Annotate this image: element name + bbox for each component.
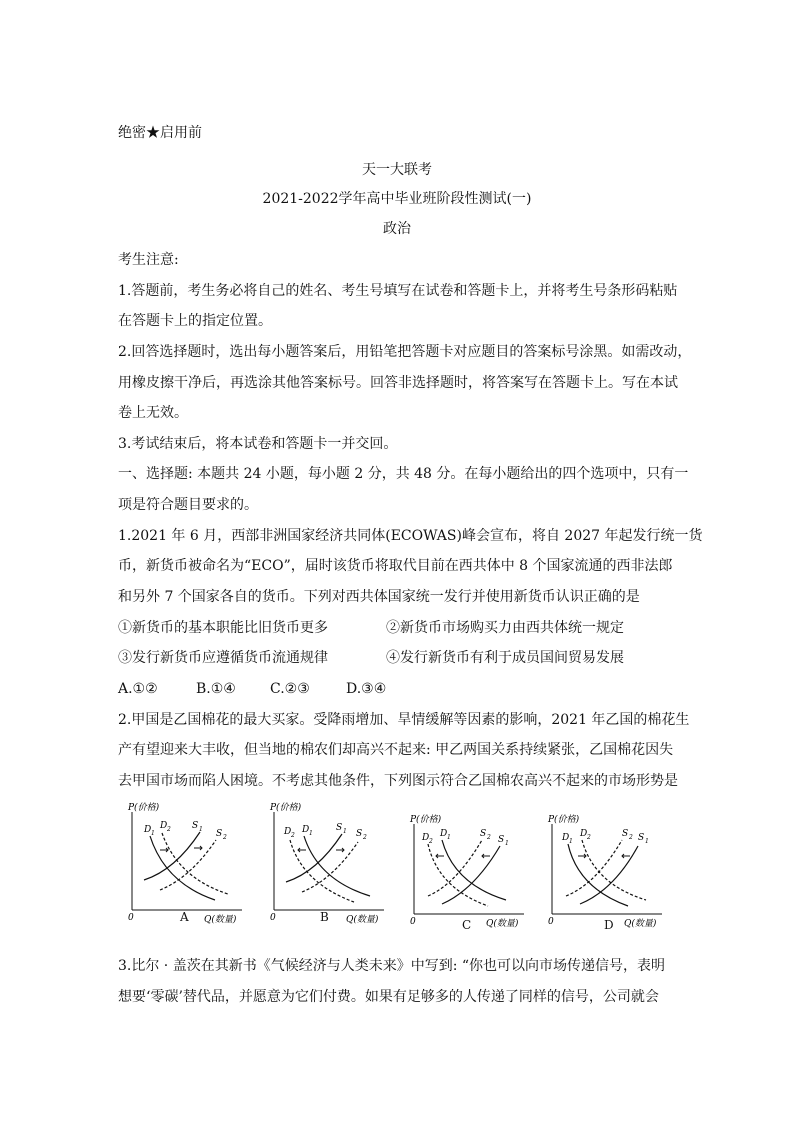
question-1-stem: 和另外 7 个国家各自的货币。下列对西共体国家统一发行并使用新货币认识正确的是: [118, 589, 640, 605]
curve-label: D: [284, 827, 292, 837]
curve-subscript: 1: [151, 830, 155, 837]
graph-a: [120, 798, 245, 937]
curve-subscript: 2: [363, 834, 367, 841]
question-3-stem: 想要‘零碳’替代品，并愿意为它们付费。如果有足够多的人传递了同样的信号，公司就会: [118, 989, 659, 1005]
curve-subscript: 1: [645, 838, 649, 845]
curve-label: S: [192, 821, 199, 831]
curve-subscript: 2: [291, 832, 295, 839]
q1-statement-1: ①新货币的基本职能比旧货币更多: [118, 620, 328, 636]
curve-label: D: [562, 833, 570, 843]
curve-subscript: 1: [505, 840, 509, 847]
y-axis-label: P(价格): [410, 815, 442, 825]
notice-line: 用橡皮擦干净后，再选涂其他答案标号。回答非选择题时，将答案写在答题卡上。写在本试: [118, 375, 678, 391]
curve-subscript: 1: [569, 838, 573, 845]
graph-caption: A: [180, 910, 189, 924]
curve-label: S: [622, 829, 629, 839]
notice-line: 卷上无效。: [118, 405, 188, 421]
section-heading: 一、选择题: 本题共 24 小题，每小题 2 分，共 48 分。在每小题给出的四个选项中，只有一: [118, 466, 689, 482]
question-2-stem: 产有望迎来大丰收，但当地的棉农们却高兴不起来: 甲乙两国关系持续紧张，乙国棉花因失: [118, 742, 674, 758]
origin-label: 0: [410, 917, 416, 927]
graph-b: [262, 798, 387, 937]
question-2-stem: 去甲国市场而陷人困境。不考虑其他条件，下列图示符合乙国棉农高兴不起来的市场形势是: [118, 773, 678, 789]
shift-arrow: [578, 854, 586, 858]
q1-choice-c: C.②③: [270, 681, 310, 697]
secret-label: 绝密★启用前: [118, 125, 202, 141]
demand-curve-d1: [442, 840, 506, 900]
curve-subscript: 2: [167, 826, 171, 833]
origin-label: 0: [270, 913, 276, 923]
curve-subscript: 2: [487, 834, 491, 841]
curve-label: S: [498, 835, 505, 845]
x-axis-label: Q(数量): [486, 919, 519, 929]
q1-statement-3: ③发行新货币应遵循货币流通规律: [118, 650, 328, 666]
origin-label: 0: [128, 913, 134, 923]
y-axis-label: P(价格): [270, 803, 302, 813]
graph-c: [402, 810, 527, 949]
curve-label: D: [144, 825, 152, 835]
q1-choice-b: B.①④: [196, 681, 236, 697]
curve-label: D: [422, 833, 430, 843]
q1-statement-4: ④发行新货币有利于成员国间贸易发展: [386, 650, 624, 666]
curve-label: D: [160, 821, 168, 831]
curve-label: S: [480, 829, 487, 839]
y-axis-label: P(价格): [128, 803, 160, 813]
y-axis-label: P(价格): [548, 815, 580, 825]
curve-subscript: 1: [309, 830, 313, 837]
curve-label: S: [216, 829, 223, 839]
curve-label: D: [302, 825, 310, 835]
origin-label: 0: [548, 917, 554, 927]
q1-choice-d: D.③④: [346, 681, 387, 697]
x-axis-label: Q(数量): [346, 915, 379, 925]
curve-subscript: 1: [343, 828, 347, 835]
question-1-stem: 币，新货币被命名为“ECO”，届时该货币将取代目前在西共体中 8 个国家流通的西非法郎: [118, 558, 673, 574]
shift-arrow: [336, 848, 344, 852]
q1-statement-2: ②新货币市场购买力由西共体统一规定: [386, 620, 624, 636]
question-1-stem: 1.2021 年 6 月，西部非洲国家经济共同体(ECOWAS)峰会宣布，将自 2027 年起发行统一货: [118, 528, 703, 544]
subject-title: 政治: [383, 221, 411, 237]
curve-label: S: [336, 823, 343, 833]
shift-arrow: [194, 846, 202, 850]
q1-choice-a: A.①②: [118, 681, 158, 697]
x-axis-label: Q(数量): [624, 919, 657, 929]
curve-label: D: [440, 829, 448, 839]
graph-caption: B: [320, 910, 329, 924]
supply-curve-s1: [580, 846, 638, 904]
section-heading-cont: 项是符合题目要求的。: [118, 497, 258, 513]
curve-label: S: [638, 833, 645, 843]
question-2-stem: 2.甲国是乙国棉花的最大买家。受降雨增加、旱情缓解等因素的影响，2021 年乙国的棉花生: [118, 712, 690, 728]
curve-subscript: 2: [587, 834, 591, 841]
question-3-stem: 3.比尔 · 盖茨在其新书《气候经济与人类未来》中写到: “你也可以向市场传递信号，表明: [118, 958, 666, 974]
org-title: 天一大联考: [362, 162, 432, 178]
shift-arrow: [298, 848, 306, 852]
notice-title: 考生注意:: [118, 252, 179, 268]
graph-caption: C: [462, 918, 472, 932]
demand-curve-d1: [150, 836, 215, 900]
curve-label: S: [356, 829, 363, 839]
exam-title: 2021-2022学年高中毕业班阶段性测试(一): [262, 191, 532, 207]
curve-subscript: 2: [223, 834, 227, 841]
curve-subscript: 1: [199, 826, 203, 833]
curve-subscript: 1: [447, 834, 451, 841]
notice-line: 2.回答选择题时，选出每小题答案后，用铅笔把答题卡对应题目的答案标号涂黑。如需改动，: [118, 344, 692, 360]
graph-d: [540, 810, 665, 949]
shift-arrow: [622, 854, 630, 858]
shift-arrow: [436, 854, 444, 858]
graph-caption: D: [604, 918, 614, 932]
supply-curve-s1: [442, 846, 500, 904]
shift-arrow: [160, 848, 168, 852]
shift-arrow: [482, 854, 490, 858]
notice-line: 3.考试结束后，将本试卷和答题卡一并交回。: [118, 436, 398, 452]
curve-label: D: [580, 829, 588, 839]
supply-curve-s1: [144, 832, 200, 880]
demand-curve-d2: [162, 833, 228, 894]
notice-line: 在答题卡上的指定位置。: [118, 313, 272, 329]
notice-line: 1.答题前，考生务必将自己的姓名、考生号填写在试卷和答题卡上，并将考生号条形码粘贴: [118, 283, 678, 299]
demand-curve-d2: [290, 840, 354, 902]
curve-subscript: 2: [629, 834, 633, 841]
x-axis-label: Q(数量): [204, 915, 237, 925]
curve-subscript: 2: [429, 838, 433, 845]
